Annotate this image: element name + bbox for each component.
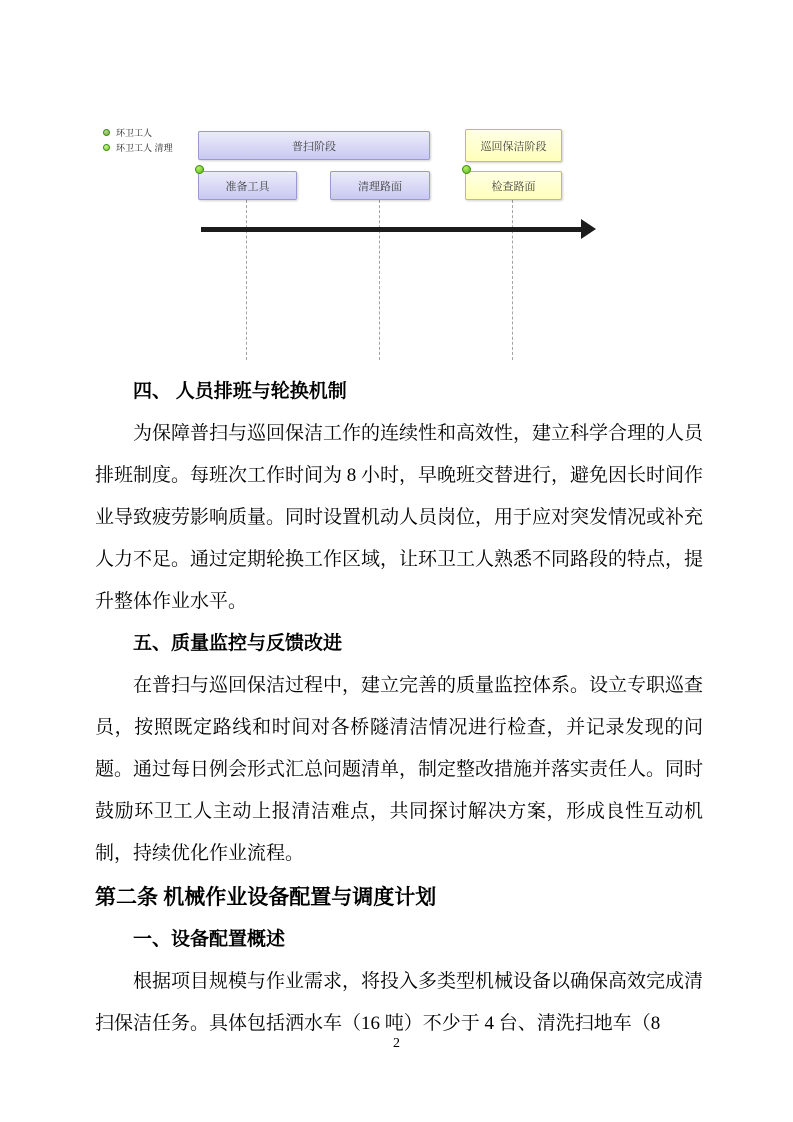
section-paragraph-5: 在普扫与巡回保洁过程中，建立完善的质量监控体系。设立专职巡查员，按照既定路线和时间对各桥隧清洁情况进行检查，并记录发现的问题。通过每日例会形式汇总问题清单，制定整改措施并落实责任人。同时鼓励环卫工人主动上报清洁难点，共同探讨解决方案，形成良性互动机制，持续优化作业流程。 — [95, 675, 704, 864]
legend-label: 环卫工人 — [116, 128, 153, 138]
dashed-connector — [379, 200, 380, 360]
page-number: 2 — [393, 1036, 400, 1051]
task-box-inspect-road: 检查路面 — [465, 171, 562, 200]
dashed-connector — [512, 200, 513, 360]
legend-item — [103, 125, 173, 140]
chapter-heading: 第二条 机械作业设备配置与调度计划 — [95, 885, 437, 909]
timeline-arrow — [201, 227, 583, 232]
worker-marker-icon — [462, 165, 471, 174]
document-body — [95, 371, 703, 1045]
phase-box-patrol: 巡回保洁阶段 — [465, 129, 562, 162]
task-box-prepare-tools: 准备工具 — [198, 171, 297, 200]
section-heading-1: 一、设备配置概述 — [133, 929, 286, 950]
green-dot-icon — [103, 129, 110, 136]
section-paragraph-1: 根据项目规模与作业需求，将投入多类型机械设备以确保高效完成清扫保洁任务。具体包括洒水车（16 吨）不少于 4 台、清洗扫地车（8 — [95, 971, 704, 1034]
section-paragraph-4: 为保障普扫与巡回保洁工作的连续性和高效性，建立科学合理的人员排班制度。每班次工作时间为 8 小时，早晚班交替进行，避免因长时间作业导致疲劳影响质量。同时设置机动人员岗位，用于应对突发情况或补充人力不足。通过定期轮换工作区域，让环卫工人熟悉不同路段的特点，提升整体作业水平。 — [95, 423, 704, 612]
section-heading-5: 五、质量监控与反馈改进 — [133, 633, 343, 654]
section-heading-4: 四、 人员排班与轮换机制 — [133, 381, 347, 402]
task-box-clean-road: 清理路面 — [330, 171, 430, 200]
timeline-arrowhead-icon — [581, 219, 596, 239]
phase-box-sweep: 普扫阶段 — [198, 131, 430, 160]
green-dot-icon — [103, 144, 110, 151]
worker-marker-icon — [195, 165, 204, 174]
legend-label: 环卫工人 清理 — [116, 143, 173, 153]
dashed-connector — [246, 200, 247, 360]
legend-item — [103, 140, 173, 155]
process-diagram — [0, 0, 793, 370]
diagram-legend — [103, 125, 173, 155]
